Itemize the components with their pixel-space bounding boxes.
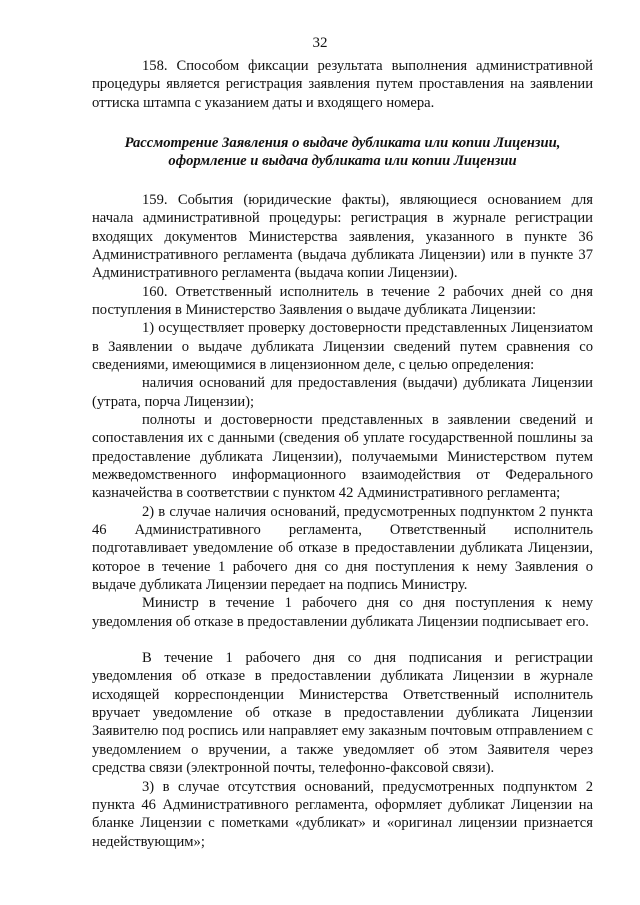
paragraph-160-item-1: 1) осуществляет проверку достоверности представленных Лицензиатом в Заявлении о выдаче дубликата Лицензии сведений путем сравнения со сведениями, имеющимися в лицензионном деле, с целью определения: — [92, 320, 593, 373]
paragraph-minister: Министр в течение 1 рабочего дня со дня поступления к нему уведомления об отказе в предоставлении дубликата Лицензии подписывает его. — [92, 595, 593, 630]
paragraph-160: 160. Ответственный исполнитель в течение 2 рабочих дней со дня поступления в Министерство Заявления о выдаче дубликата Лицензии: — [92, 283, 593, 318]
paragraph-160-item-1-b: полноты и достоверности представленных в заявлении сведений и сопоставления их с данными (сведения об уплате государственной пошлины за предоставление дубликата Лицензии), получаемыми Министерством путем межведомственного информационного взаимодействия от Федерального казначейства в соответствии с пунктом 42 Административного регламента; — [92, 411, 593, 502]
paragraph-160-item-2: 2) в случае наличия оснований, предусмотренных подпунктом 2 пункта 46 Административного регламента, Ответственный исполнитель подготавливает уведомление об отказе в предоставлении дубликата Лицензии, которое в течение 1 рабочего дня со дня поступления к нему Заявления о выдаче дубликата Лицензии передает на подпись Министру. — [92, 503, 593, 594]
paragraph-160-item-3: 3) в случае отсутствия оснований, предусмотренных подпунктом 2 пункта 46 Административного регламента, оформляет дубликат Лицензии на бланке Лицензии с пометками «дубликат» и «оригинал лицензии признается недействующим»; — [92, 778, 593, 850]
paragraph-158: 158. Способом фиксации результата выполнения административной процедуры является регистрация заявления путем проставления на заявлении оттиска штампа с указанием даты и входящего номера. — [92, 58, 593, 111]
paragraph-delivery: В течение 1 рабочего дня со дня подписания и регистрации уведомления об отказе в предоставлении дубликата Лицензии в журнале исходящей корреспонденции Министерства Ответственный исполнитель вручает уведомление об отказе в предоставлении дубликата Лицензии Заявителю под роспись или направляет ему заказным почтовым отправлением с уведомлением о вручении, а также уведомляет об этом Заявителя через средства связи (электронной почты, телефонно-факсовой связи). — [92, 650, 593, 777]
paragraph-160-item-1-a: наличия оснований для предоставления (выдачи) дубликата Лицензии (утрата, порча Лицензии); — [92, 375, 593, 410]
document-body — [92, 57, 593, 851]
section-heading: Рассмотрение Заявления о выдаче дубликата или копии Лицензии, оформление и выдача дубликата или копии Лицензии — [124, 135, 561, 170]
paragraph-159: 159. События (юридические факты), являющиеся основанием для начала административной процедуры: регистрация в журнале регистрации входящих документов Министерства заявления, указанного в пункте 36 Административного регламента (выдача дубликата Лицензии) или в пункте 37 Административного регламента (выдача копии Лицензии). — [92, 191, 593, 282]
page-number: 32 — [312, 35, 328, 51]
